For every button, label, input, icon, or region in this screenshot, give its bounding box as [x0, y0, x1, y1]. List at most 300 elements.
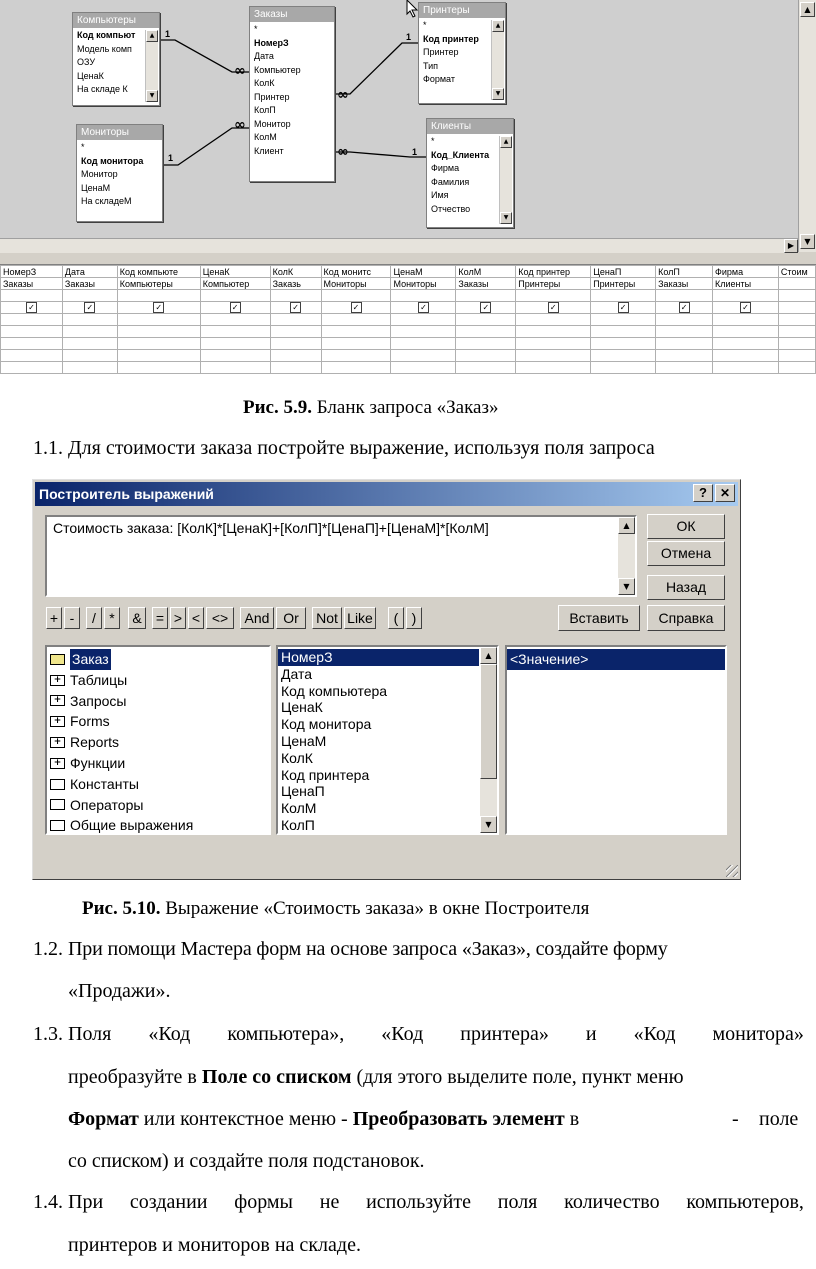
expression-textbox[interactable]: [45, 515, 637, 597]
show-checkbox[interactable]: ✓: [230, 302, 241, 313]
field[interactable]: Код компьют: [77, 30, 136, 40]
folder-icon[interactable]: [50, 799, 65, 810]
grid-sort-cell[interactable]: [516, 290, 591, 302]
grid-cell[interactable]: [778, 338, 815, 350]
grid-table-cell[interactable]: [778, 278, 815, 290]
grid-show-cell[interactable]: [778, 302, 815, 314]
field[interactable]: Имя: [431, 190, 449, 200]
grid-show-row: [1, 302, 816, 314]
ok-button[interactable]: ОК: [647, 514, 725, 539]
grid-table-cell[interactable]: Заказы: [1, 278, 63, 290]
grid-cell[interactable]: [591, 362, 656, 374]
show-checkbox[interactable]: ✓: [153, 302, 164, 313]
field[interactable]: На складе К: [77, 84, 128, 94]
grid-table-cell[interactable]: Принтеры: [591, 278, 656, 290]
folder-label: Запросы: [70, 692, 127, 709]
list-item[interactable]: Код монитора: [281, 716, 372, 733]
grid-cell[interactable]: [117, 314, 200, 326]
grid-sort-cell[interactable]: [456, 290, 516, 302]
caption-text: Выражение «Стоимость заказа» в окне Построителя: [160, 898, 590, 919]
show-checkbox[interactable]: ✓: [548, 302, 559, 313]
text: поле: [759, 1108, 799, 1130]
grid-cell[interactable]: [270, 326, 321, 338]
folder-item[interactable]: [47, 649, 269, 670]
grid-show-cell[interactable]: [713, 302, 779, 314]
operator-concat-button[interactable]: &: [128, 607, 146, 629]
folder-item[interactable]: [47, 691, 269, 712]
field[interactable]: Монитор: [81, 169, 118, 179]
field[interactable]: Принтер: [254, 91, 290, 102]
plus-folder-icon[interactable]: +: [50, 675, 65, 686]
show-checkbox[interactable]: ✓: [679, 302, 690, 313]
word: Поля: [68, 1023, 112, 1045]
grid-cell[interactable]: [270, 338, 321, 350]
caption-number: Рис. 5.10.: [82, 898, 161, 919]
grid-cell[interactable]: [1, 326, 63, 338]
grid-cell[interactable]: [516, 362, 591, 374]
grid-cell[interactable]: [778, 314, 815, 326]
step-1-3-line-4: со списком) и создайте поля подстановок.: [68, 1150, 425, 1172]
grid-cell[interactable]: [200, 362, 270, 374]
list-item[interactable]: КолП: [281, 816, 315, 833]
show-checkbox[interactable]: ✓: [351, 302, 362, 313]
grid-cell[interactable]: [62, 326, 117, 338]
grid-table-cell[interactable]: Заказы: [456, 278, 516, 290]
grid-cell[interactable]: [391, 314, 456, 326]
grid-cell[interactable]: [713, 362, 779, 374]
grid-empty-row: [1, 350, 816, 362]
table-title: Заказы: [250, 7, 334, 22]
grid-show-cell[interactable]: [1, 302, 63, 314]
plus-folder-icon[interactable]: +: [50, 716, 65, 727]
dialog-title-bar: [35, 482, 738, 506]
word: принтера»: [460, 1023, 549, 1045]
table-monitors[interactable]: [76, 124, 163, 222]
word: компьютеров,: [686, 1191, 804, 1213]
grid-cell[interactable]: [62, 338, 117, 350]
grid-table-cell[interactable]: Мониторы: [391, 278, 456, 290]
grid-cell[interactable]: [516, 350, 591, 362]
step-1-2-line-1: При помощи Мастера форм на основе запроса «Заказ», создайте форму: [68, 938, 668, 960]
grid-sort-row: [1, 290, 816, 302]
field-list-scrollbar[interactable]: [480, 647, 497, 833]
field[interactable]: Формат: [423, 74, 455, 84]
grid-cell[interactable]: [591, 338, 656, 350]
operator-not-button[interactable]: Not: [312, 607, 342, 629]
grid-cell[interactable]: [200, 326, 270, 338]
table-clients[interactable]: [426, 118, 514, 228]
field[interactable]: *: [431, 136, 435, 146]
grid-cell[interactable]: [270, 362, 321, 374]
folder-item[interactable]: [47, 711, 269, 732]
grid-show-cell[interactable]: [456, 302, 516, 314]
scroll-down-icon[interactable]: ▼: [480, 816, 497, 833]
text: или контекстное меню -: [138, 1108, 353, 1130]
word: компьютера»,: [227, 1023, 345, 1045]
grid-field-cell[interactable]: Стоим: [778, 266, 815, 278]
field[interactable]: Дата: [254, 51, 274, 61]
table-orders[interactable]: [249, 6, 335, 182]
plus-folder-icon[interactable]: +: [50, 695, 65, 706]
list-item[interactable]: НомерЗ: [278, 649, 479, 666]
grid-cell[interactable]: [391, 338, 456, 350]
operator-multiply-button[interactable]: *: [104, 607, 120, 629]
scroll-up-icon[interactable]: ▲: [146, 30, 158, 42]
folder-icon[interactable]: [50, 779, 65, 790]
grid-cell[interactable]: [713, 350, 779, 362]
grid-field-cell[interactable]: ЦенаП: [591, 266, 656, 278]
scroll-up-icon[interactable]: ▲: [492, 20, 504, 32]
field[interactable]: *: [254, 24, 258, 34]
field[interactable]: НомерЗ: [254, 37, 289, 48]
show-checkbox[interactable]: ✓: [84, 302, 95, 313]
show-checkbox[interactable]: ✓: [418, 302, 429, 313]
grid-cell[interactable]: [456, 314, 516, 326]
grid-cell[interactable]: [516, 314, 591, 326]
grid-field-cell[interactable]: Код принтер: [516, 266, 591, 278]
expression-text[interactable]: Стоимость заказа: [КолК]*[ЦенаК]+[КолП]*[ЦенаП]+[ЦенаМ]*[КолМ]: [53, 520, 489, 536]
grid-cell[interactable]: [391, 350, 456, 362]
grid-cell[interactable]: [117, 326, 200, 338]
grid-cell[interactable]: [391, 362, 456, 374]
step-1-2-line-2: «Продажи».: [68, 980, 171, 1002]
grid-cell[interactable]: [200, 350, 270, 362]
grid-empty-row: [1, 362, 816, 374]
grid-field-cell[interactable]: Дата: [62, 266, 117, 278]
grid-cell[interactable]: [656, 338, 713, 350]
operator-and-button[interactable]: And: [240, 607, 274, 629]
field[interactable]: *: [81, 142, 85, 152]
grid-cell[interactable]: [321, 314, 391, 326]
grid-show-cell[interactable]: [391, 302, 456, 314]
grid-cell[interactable]: [713, 338, 779, 350]
scroll-down-icon[interactable]: ▼: [800, 234, 815, 249]
help-icon[interactable]: ?: [693, 484, 713, 502]
table-scrollbar[interactable]: [491, 20, 504, 100]
list-item[interactable]: ЦенаП: [281, 783, 325, 800]
table-title: Мониторы: [77, 125, 162, 140]
folder-item[interactable]: [47, 795, 269, 816]
word: «Код: [381, 1023, 424, 1045]
grid-cell[interactable]: [456, 350, 516, 362]
folder-icon[interactable]: [50, 820, 65, 831]
grid-sort-cell[interactable]: [62, 290, 117, 302]
pane-horizontal-scrollbar[interactable]: [0, 238, 798, 253]
operator-open-paren-button[interactable]: (: [388, 607, 404, 629]
plus-folder-icon[interactable]: +: [50, 758, 65, 769]
grid-table-cell[interactable]: Заказы: [656, 278, 713, 290]
grid-show-cell[interactable]: [591, 302, 656, 314]
query-design-screenshot: [0, 0, 816, 380]
list-item[interactable]: Код принтера: [281, 766, 370, 783]
grid-field-cell[interactable]: Фирма: [713, 266, 779, 278]
list-item[interactable]: ЦенаК: [281, 699, 323, 716]
table-printers[interactable]: [418, 2, 506, 104]
field[interactable]: Тип: [423, 60, 439, 71]
grid-cell[interactable]: [391, 326, 456, 338]
grid-cell[interactable]: [270, 350, 321, 362]
back-button[interactable]: Назад: [647, 575, 725, 600]
grid-field-cell[interactable]: КолК: [270, 266, 321, 278]
text: в: [564, 1108, 580, 1130]
rel-one-label: 1: [168, 153, 174, 163]
grid-cell[interactable]: [1, 362, 63, 374]
grid-cell[interactable]: [117, 362, 200, 374]
grid-cell[interactable]: [456, 338, 516, 350]
list-item[interactable]: <Значение>: [507, 649, 725, 670]
grid-table-cell[interactable]: Заказы: [62, 278, 117, 290]
grid-sort-cell[interactable]: [656, 290, 713, 302]
grid-sort-cell[interactable]: [321, 290, 391, 302]
scroll-down-icon[interactable]: ▼: [146, 90, 158, 102]
grid-cell[interactable]: [200, 338, 270, 350]
field[interactable]: Клиент: [254, 145, 284, 156]
field[interactable]: Модель комп: [77, 43, 132, 54]
scroll-down-icon[interactable]: ▼: [492, 88, 504, 100]
grid-cell[interactable]: [591, 350, 656, 362]
grid-show-cell[interactable]: [516, 302, 591, 314]
folder-item[interactable]: [47, 774, 269, 795]
operator-not-equal-button[interactable]: <>: [206, 607, 234, 629]
scroll-right-icon[interactable]: ▶: [784, 239, 798, 253]
folder-item[interactable]: [47, 753, 269, 774]
pane-vertical-scrollbar[interactable]: [798, 0, 816, 252]
operator-close-paren-button[interactable]: ): [406, 607, 422, 629]
grid-cell[interactable]: [656, 350, 713, 362]
figure-caption-5-9: [243, 397, 498, 419]
grid-field-cell[interactable]: Код компьюте: [117, 266, 200, 278]
grid-cell[interactable]: [656, 362, 713, 374]
grid-sort-cell[interactable]: [200, 290, 270, 302]
grid-field-cell[interactable]: ЦенаМ: [391, 266, 456, 278]
folder-list[interactable]: [45, 645, 271, 835]
grid-cell[interactable]: [321, 350, 391, 362]
paste-button[interactable]: Вставить: [558, 605, 640, 631]
folder-label: Константы: [70, 775, 139, 792]
grid-sort-cell[interactable]: [117, 290, 200, 302]
grid-field-cell[interactable]: ЦенаК: [200, 266, 270, 278]
field[interactable]: Код_Клиента: [431, 149, 490, 160]
grid-table-cell[interactable]: Мониторы: [321, 278, 391, 290]
step-number: 1.2.: [33, 938, 63, 960]
operator-plus-button[interactable]: +: [46, 607, 62, 629]
scroll-up-icon[interactable]: ▲: [480, 647, 497, 664]
grid-criteria-row: [1, 314, 816, 326]
grid-table-cell[interactable]: Заказь: [270, 278, 321, 290]
operator-less-button[interactable]: <: [188, 607, 204, 629]
field[interactable]: Монитор: [254, 118, 291, 129]
grid-sort-cell[interactable]: [391, 290, 456, 302]
close-icon[interactable]: ✕: [715, 484, 735, 502]
show-checkbox[interactable]: ✓: [740, 302, 751, 313]
scroll-up-icon[interactable]: ▲: [500, 136, 512, 148]
word: «Код: [633, 1023, 676, 1045]
field[interactable]: КолП: [254, 105, 276, 115]
field[interactable]: Принтер: [423, 47, 459, 57]
grid-cell[interactable]: [321, 326, 391, 338]
caption-number: Рис. 5.9.: [243, 397, 312, 418]
step-1-3-line-3: [68, 1108, 579, 1131]
operator-divide-button[interactable]: /: [86, 607, 102, 629]
list-item[interactable]: Код компьютера: [281, 682, 388, 699]
table-title: Компьютеры: [73, 13, 159, 28]
grid-show-cell[interactable]: [200, 302, 270, 314]
grid-field-cell[interactable]: КолП: [656, 266, 713, 278]
grid-cell[interactable]: [778, 350, 815, 362]
grid-show-cell[interactable]: [270, 302, 321, 314]
field[interactable]: ЦенаМ: [81, 182, 111, 193]
table-scrollbar[interactable]: [499, 136, 512, 224]
field[interactable]: Фамилия: [431, 176, 470, 187]
expression-scrollbar[interactable]: [618, 517, 635, 595]
plus-folder-icon[interactable]: +: [50, 737, 65, 748]
operator-or-button[interactable]: Or: [276, 607, 306, 629]
grid-cell[interactable]: [656, 314, 713, 326]
word: монитора»: [712, 1023, 804, 1045]
text: (для этого выделите поле, пункт меню: [351, 1066, 684, 1088]
cancel-button[interactable]: Отмена: [647, 541, 725, 566]
grid-cell[interactable]: [516, 326, 591, 338]
grid-field-cell[interactable]: НомерЗ: [1, 266, 63, 278]
rel-one-label: 1: [406, 32, 412, 42]
field[interactable]: ЦенаК: [77, 70, 104, 81]
show-checkbox[interactable]: ✓: [290, 302, 301, 313]
table-computers[interactable]: [72, 12, 160, 106]
folder-label: Forms: [70, 713, 110, 730]
scroll-up-icon[interactable]: ▲: [618, 517, 635, 534]
dialog-title: Построитель выражений: [39, 486, 214, 502]
step-1-3-line-1: [68, 1023, 804, 1046]
operator-like-button[interactable]: Like: [344, 607, 376, 629]
grid-cell[interactable]: [270, 314, 321, 326]
field[interactable]: ОЗУ: [77, 57, 96, 67]
grid-table-cell[interactable]: Клиенты: [713, 278, 779, 290]
grid-cell[interactable]: [62, 314, 117, 326]
grid-sort-cell[interactable]: [713, 290, 779, 302]
show-checkbox[interactable]: ✓: [26, 302, 37, 313]
grid-or-row: [1, 326, 816, 338]
grid-cell[interactable]: [778, 362, 815, 374]
grid-field-cell[interactable]: Код монитс: [321, 266, 391, 278]
list-item[interactable]: ЦенаМ: [281, 732, 327, 749]
grid-cell[interactable]: [1, 350, 63, 362]
bold-text: Преобразовать элемент: [352, 1108, 565, 1130]
field[interactable]: КолК: [254, 78, 275, 88]
value-list[interactable]: [505, 645, 727, 835]
query-grid[interactable]: [0, 264, 816, 380]
table-scrollbar[interactable]: [145, 30, 158, 102]
grid-cell[interactable]: [200, 314, 270, 326]
scroll-down-icon[interactable]: ▼: [500, 212, 512, 224]
field-list[interactable]: [276, 645, 499, 835]
grid-table-cell[interactable]: Компьютеры: [117, 278, 200, 290]
word: количество: [564, 1191, 660, 1213]
grid-cell[interactable]: [1, 314, 63, 326]
grid-cell[interactable]: [117, 338, 200, 350]
rel-many-label: ∞: [234, 63, 246, 79]
scroll-down-icon[interactable]: ▼: [618, 578, 635, 595]
grid-cell[interactable]: [117, 350, 200, 362]
table-title: Принтеры: [419, 3, 505, 18]
help-button[interactable]: Справка: [647, 605, 725, 631]
folder-item[interactable]: [47, 815, 269, 836]
grid-sort-cell[interactable]: [270, 290, 321, 302]
resize-grip-icon[interactable]: [726, 865, 738, 877]
field[interactable]: Отчество: [431, 203, 471, 214]
grid-sort-cell[interactable]: [1, 290, 63, 302]
grid-cell[interactable]: [456, 326, 516, 338]
operator-minus-button[interactable]: -: [64, 607, 80, 629]
grid-cell[interactable]: [62, 362, 117, 374]
folder-label: Таблицы: [70, 671, 128, 688]
step-number: 1.4.: [33, 1191, 63, 1213]
grid-cell[interactable]: [713, 314, 779, 326]
field[interactable]: Код принтер: [423, 33, 479, 44]
rel-many-label: ∞: [234, 117, 246, 133]
grid-cell[interactable]: [1, 338, 63, 350]
field[interactable]: На складеМ: [81, 196, 132, 206]
rel-one-label: 1: [165, 29, 171, 39]
table-pane: [0, 0, 798, 238]
list-item[interactable]: Дата: [281, 665, 313, 682]
word: поля: [497, 1191, 538, 1213]
grid-cell[interactable]: [591, 314, 656, 326]
list-item[interactable]: КолМ: [281, 800, 317, 817]
scroll-up-icon[interactable]: ▲: [800, 2, 815, 17]
folder-item[interactable]: [47, 670, 269, 691]
scroll-thumb[interactable]: [480, 664, 497, 779]
grid-show-cell[interactable]: [656, 302, 713, 314]
open-folder-icon[interactable]: [50, 654, 65, 665]
grid-table-cell[interactable]: Принтеры: [516, 278, 591, 290]
folder-label: Операторы: [70, 796, 144, 813]
grid-cell[interactable]: [321, 362, 391, 374]
grid-cell[interactable]: [456, 362, 516, 374]
grid-cell[interactable]: [516, 338, 591, 350]
grid-cell[interactable]: [62, 350, 117, 362]
show-checkbox[interactable]: ✓: [618, 302, 629, 313]
grid-show-cell[interactable]: [117, 302, 200, 314]
grid-cell[interactable]: [778, 326, 815, 338]
show-checkbox[interactable]: ✓: [480, 302, 491, 313]
grid-cell[interactable]: [591, 326, 656, 338]
grid-sort-cell[interactable]: [591, 290, 656, 302]
grid-sort-cell[interactable]: [778, 290, 815, 302]
grid-empty-row: [1, 338, 816, 350]
grid-cell[interactable]: [321, 338, 391, 350]
grid-show-cell[interactable]: [62, 302, 117, 314]
folder-item[interactable]: [47, 732, 269, 753]
list-item[interactable]: КолК: [281, 749, 313, 766]
grid-field-cell[interactable]: КолМ: [456, 266, 516, 278]
grid-table-cell[interactable]: Компьютер: [200, 278, 270, 290]
operator-equals-button[interactable]: =: [152, 607, 168, 629]
folder-label: Reports: [70, 734, 120, 751]
rel-one-label: 1: [412, 147, 418, 157]
field[interactable]: *: [423, 20, 427, 30]
operator-greater-button[interactable]: >: [170, 607, 186, 629]
grid-show-cell[interactable]: [321, 302, 391, 314]
field[interactable]: КолМ: [254, 132, 277, 142]
word: При: [68, 1191, 104, 1213]
field[interactable]: Код монитора: [81, 155, 144, 166]
word: используйте: [366, 1191, 471, 1213]
grid-cell[interactable]: [656, 326, 713, 338]
grid-cell[interactable]: [713, 326, 779, 338]
field[interactable]: Фирма: [431, 163, 460, 173]
caption-text: Бланк запроса «Заказ»: [312, 397, 499, 418]
field[interactable]: Компьютер: [254, 64, 301, 75]
